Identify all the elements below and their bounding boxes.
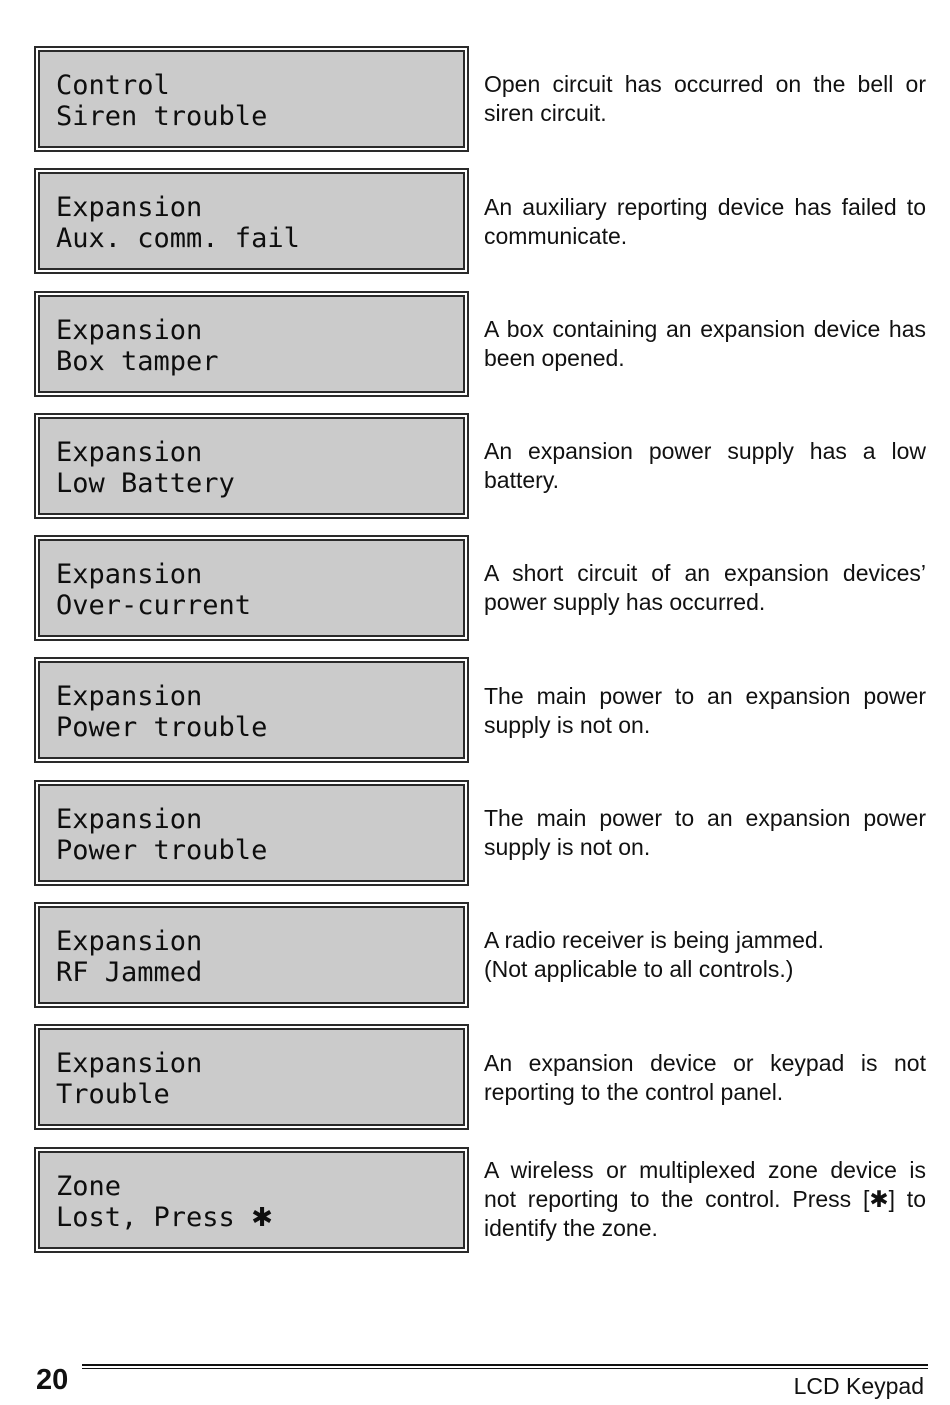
- lcd-line-1: Expansion: [56, 804, 203, 835]
- entry-description: An auxiliary reporting device has failed to communicate.: [484, 194, 926, 249]
- lcd-line-1: Expansion: [56, 315, 203, 346]
- lcd-line-2: Siren trouble: [56, 101, 268, 132]
- trouble-entry-siren: [34, 46, 926, 152]
- trouble-entry-box-tamper: [34, 291, 926, 397]
- entry-description: Open circuit has occurred on the bell or siren circuit.: [484, 71, 926, 126]
- lcd-line-1: Control: [56, 70, 170, 101]
- page-number: 20: [36, 1364, 69, 1396]
- entry-description: The main power to an expansion power supply is not on.: [484, 805, 926, 860]
- trouble-entry-over-current: [34, 535, 926, 641]
- lcd-line-2: Power trouble: [56, 712, 268, 743]
- lcd-display: [34, 1147, 469, 1253]
- entry-description: A wireless or multiplexed zone device is not reporting to the control. Press [✱] to identify the zone.: [484, 1157, 926, 1241]
- entry-description: An expansion power supply has a low battery.: [484, 438, 926, 493]
- footer-rule: [82, 1364, 928, 1366]
- lcd-display: [34, 535, 469, 641]
- footer-title: LCD Keypad: [793, 1373, 924, 1399]
- lcd-line-2: Aux. comm. fail: [56, 223, 300, 254]
- lcd-display: [34, 657, 469, 763]
- lcd-display: [34, 1024, 469, 1130]
- lcd-line-2: Box tamper: [56, 346, 219, 377]
- lcd-line-2: [56, 1202, 463, 1234]
- lcd-line-1: Expansion: [56, 681, 203, 712]
- lcd-display: [34, 780, 469, 886]
- lcd-display: [34, 46, 469, 152]
- lcd-line-2: Trouble: [56, 1079, 170, 1110]
- lcd-line-1: Zone: [56, 1171, 122, 1202]
- footer-rule: [82, 1368, 928, 1369]
- lcd-display: [34, 902, 469, 1008]
- lcd-display: [34, 413, 469, 519]
- trouble-entry-aux-comm: [34, 168, 926, 274]
- entry-description: A short circuit of an expansion devices’ power supply has occurred.: [484, 560, 926, 615]
- lcd-line-2: Over-current: [56, 590, 252, 621]
- trouble-entry-power-trouble: [34, 657, 926, 763]
- entry-description: A radio receiver is being jammed. (Not applicable to all controls.): [484, 927, 825, 982]
- entry-description: A box containing an expansion device has been opened.: [484, 316, 926, 371]
- entry-description: The main power to an expansion power supply is not on.: [484, 683, 926, 738]
- lcd-line-1: Expansion: [56, 192, 203, 223]
- trouble-entry-zone-lost: [34, 1147, 926, 1253]
- lcd-display: [34, 291, 469, 397]
- lcd-line-1: Expansion: [56, 926, 203, 957]
- lcd-line-1: Expansion: [56, 559, 203, 590]
- trouble-entry-power-trouble: [34, 780, 926, 886]
- lcd-line-2: RF Jammed: [56, 957, 203, 988]
- lcd-line-2: Low Battery: [56, 468, 235, 499]
- entry-description: An expansion device or keypad is not reporting to the control panel.: [484, 1050, 926, 1105]
- lcd-line-2-text: Lost, Press: [56, 1202, 252, 1233]
- trouble-entry-rf-jammed: [34, 902, 926, 1008]
- trouble-entry-expansion-trouble: [34, 1024, 926, 1130]
- asterisk-key-icon: ✱: [251, 1203, 273, 1233]
- lcd-display: [34, 168, 469, 274]
- trouble-entry-low-battery: [34, 413, 926, 519]
- lcd-line-2: Power trouble: [56, 835, 268, 866]
- lcd-line-1: Expansion: [56, 1048, 203, 1079]
- lcd-line-1: Expansion: [56, 437, 203, 468]
